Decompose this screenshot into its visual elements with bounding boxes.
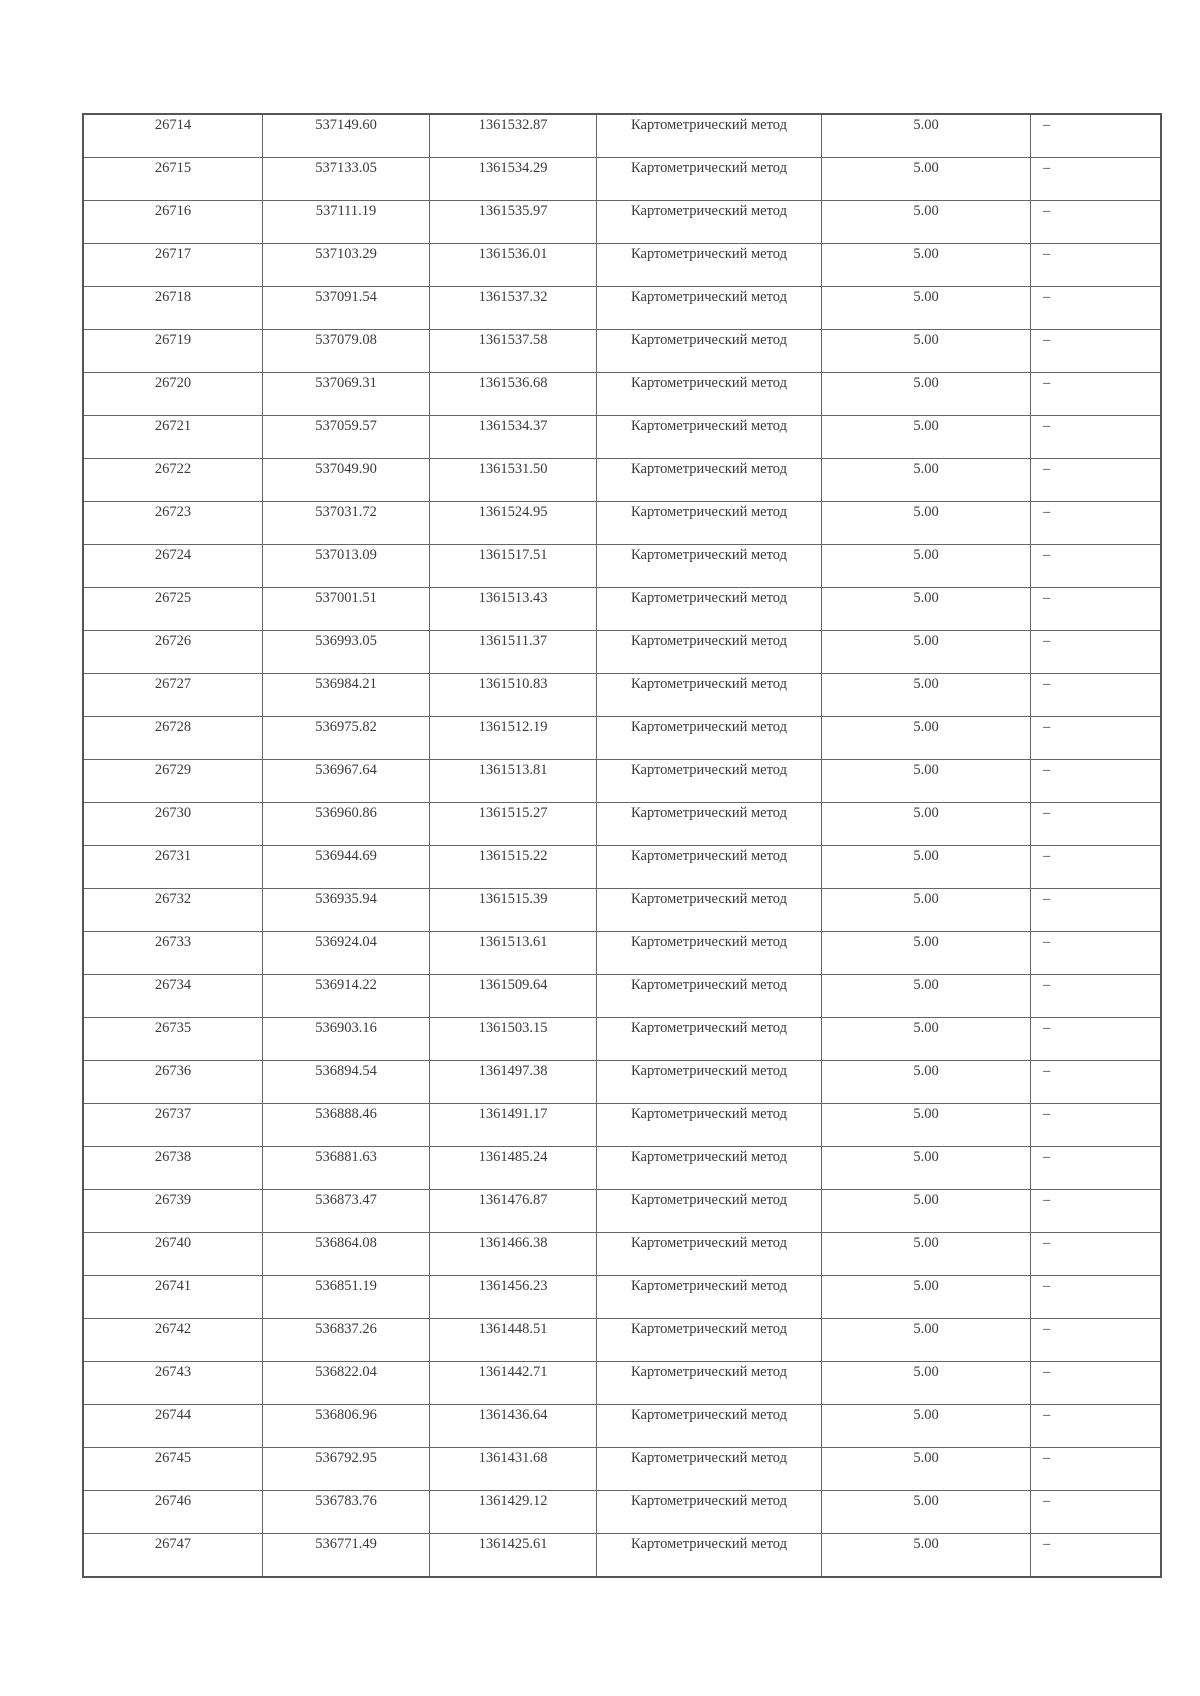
y-coordinate-cell: 1361442.71 (430, 1362, 597, 1405)
method-cell: Картометрический метод (597, 1534, 822, 1578)
precision-cell: 5.00 (822, 1405, 1031, 1448)
x-coordinate-cell: 536851.19 (263, 1276, 430, 1319)
y-coordinate-cell: 1361448.51 (430, 1319, 597, 1362)
point-number-cell: 26734 (83, 975, 263, 1018)
description-cell: – (1031, 1104, 1162, 1147)
method-cell: Картометрический метод (597, 760, 822, 803)
precision-cell: 5.00 (822, 1491, 1031, 1534)
point-number-cell: 26745 (83, 1448, 263, 1491)
point-number-cell: 26723 (83, 502, 263, 545)
y-coordinate-cell: 1361513.61 (430, 932, 597, 975)
table-row (83, 1362, 1161, 1405)
table-row (83, 287, 1161, 330)
description-cell: – (1031, 1018, 1162, 1061)
description-cell: – (1031, 158, 1162, 201)
y-coordinate-cell: 1361535.97 (430, 201, 597, 244)
x-coordinate-cell: 537013.09 (263, 545, 430, 588)
y-coordinate-cell: 1361509.64 (430, 975, 597, 1018)
description-cell: – (1031, 201, 1162, 244)
x-coordinate-cell: 536914.22 (263, 975, 430, 1018)
description-cell: – (1031, 1534, 1162, 1578)
y-coordinate-cell: 1361466.38 (430, 1233, 597, 1276)
x-coordinate-cell: 536806.96 (263, 1405, 430, 1448)
y-coordinate-cell: 1361485.24 (430, 1147, 597, 1190)
point-number-cell: 26743 (83, 1362, 263, 1405)
x-coordinate-cell: 536864.08 (263, 1233, 430, 1276)
precision-cell: 5.00 (822, 1190, 1031, 1233)
precision-cell: 5.00 (822, 1104, 1031, 1147)
method-cell: Картометрический метод (597, 975, 822, 1018)
precision-cell: 5.00 (822, 330, 1031, 373)
table-row (83, 1491, 1161, 1534)
x-coordinate-cell: 536944.69 (263, 846, 430, 889)
precision-cell: 5.00 (822, 846, 1031, 889)
x-coordinate-cell: 537059.57 (263, 416, 430, 459)
coordinates-table (82, 113, 1162, 1578)
method-cell: Картометрический метод (597, 846, 822, 889)
precision-cell: 5.00 (822, 1362, 1031, 1405)
y-coordinate-cell: 1361512.19 (430, 717, 597, 760)
x-coordinate-cell: 536924.04 (263, 932, 430, 975)
table-row (83, 1190, 1161, 1233)
precision-cell: 5.00 (822, 932, 1031, 975)
description-cell: – (1031, 287, 1162, 330)
precision-cell: 5.00 (822, 1061, 1031, 1104)
description-cell: – (1031, 244, 1162, 287)
description-cell: – (1031, 330, 1162, 373)
y-coordinate-cell: 1361534.29 (430, 158, 597, 201)
y-coordinate-cell: 1361532.87 (430, 114, 597, 158)
table-row (83, 114, 1161, 158)
y-coordinate-cell: 1361513.43 (430, 588, 597, 631)
method-cell: Картометрический метод (597, 158, 822, 201)
point-number-cell: 26716 (83, 201, 263, 244)
method-cell: Картометрический метод (597, 459, 822, 502)
method-cell: Картометрический метод (597, 631, 822, 674)
precision-cell: 5.00 (822, 1018, 1031, 1061)
description-cell: – (1031, 502, 1162, 545)
precision-cell: 5.00 (822, 502, 1031, 545)
x-coordinate-cell: 536975.82 (263, 717, 430, 760)
method-cell: Картометрический метод (597, 889, 822, 932)
method-cell: Картометрический метод (597, 1448, 822, 1491)
point-number-cell: 26731 (83, 846, 263, 889)
description-cell: – (1031, 459, 1162, 502)
description-cell: – (1031, 1405, 1162, 1448)
table-row (83, 631, 1161, 674)
description-cell: – (1031, 1276, 1162, 1319)
point-number-cell: 26718 (83, 287, 263, 330)
x-coordinate-cell: 537001.51 (263, 588, 430, 631)
table-row (83, 459, 1161, 502)
point-number-cell: 26714 (83, 114, 263, 158)
y-coordinate-cell: 1361531.50 (430, 459, 597, 502)
x-coordinate-cell: 536837.26 (263, 1319, 430, 1362)
point-number-cell: 26727 (83, 674, 263, 717)
table-row (83, 373, 1161, 416)
method-cell: Картометрический метод (597, 201, 822, 244)
table-row (83, 588, 1161, 631)
x-coordinate-cell: 536960.86 (263, 803, 430, 846)
table-row (83, 1405, 1161, 1448)
method-cell: Картометрический метод (597, 717, 822, 760)
table-row (83, 1018, 1161, 1061)
description-cell: – (1031, 1362, 1162, 1405)
y-coordinate-cell: 1361537.32 (430, 287, 597, 330)
point-number-cell: 26729 (83, 760, 263, 803)
precision-cell: 5.00 (822, 416, 1031, 459)
table-row (83, 674, 1161, 717)
method-cell: Картометрический метод (597, 502, 822, 545)
table-row (83, 932, 1161, 975)
point-number-cell: 26719 (83, 330, 263, 373)
x-coordinate-cell: 537069.31 (263, 373, 430, 416)
x-coordinate-cell: 537111.19 (263, 201, 430, 244)
x-coordinate-cell: 536888.46 (263, 1104, 430, 1147)
method-cell: Картометрический метод (597, 1319, 822, 1362)
point-number-cell: 26735 (83, 1018, 263, 1061)
method-cell: Картометрический метод (597, 330, 822, 373)
table-row (83, 889, 1161, 932)
precision-cell: 5.00 (822, 287, 1031, 330)
table-row (83, 760, 1161, 803)
table-row (83, 201, 1161, 244)
description-cell: – (1031, 760, 1162, 803)
x-coordinate-cell: 537103.29 (263, 244, 430, 287)
y-coordinate-cell: 1361537.58 (430, 330, 597, 373)
method-cell: Картометрический метод (597, 674, 822, 717)
table-row (83, 846, 1161, 889)
y-coordinate-cell: 1361429.12 (430, 1491, 597, 1534)
method-cell: Картометрический метод (597, 1405, 822, 1448)
description-cell: – (1031, 1448, 1162, 1491)
description-cell: – (1031, 545, 1162, 588)
description-cell: – (1031, 674, 1162, 717)
method-cell: Картометрический метод (597, 1276, 822, 1319)
point-number-cell: 26733 (83, 932, 263, 975)
y-coordinate-cell: 1361456.23 (430, 1276, 597, 1319)
point-number-cell: 26736 (83, 1061, 263, 1104)
x-coordinate-cell: 537031.72 (263, 502, 430, 545)
point-number-cell: 26742 (83, 1319, 263, 1362)
method-cell: Картометрический метод (597, 373, 822, 416)
point-number-cell: 26717 (83, 244, 263, 287)
table-row (83, 1147, 1161, 1190)
x-coordinate-cell: 537149.60 (263, 114, 430, 158)
precision-cell: 5.00 (822, 545, 1031, 588)
precision-cell: 5.00 (822, 459, 1031, 502)
description-cell: – (1031, 889, 1162, 932)
method-cell: Картометрический метод (597, 1104, 822, 1147)
precision-cell: 5.00 (822, 1319, 1031, 1362)
method-cell: Картометрический метод (597, 588, 822, 631)
description-cell: – (1031, 1233, 1162, 1276)
precision-cell: 5.00 (822, 1147, 1031, 1190)
method-cell: Картометрический метод (597, 1233, 822, 1276)
point-number-cell: 26728 (83, 717, 263, 760)
description-cell: – (1031, 717, 1162, 760)
table-row (83, 1061, 1161, 1104)
precision-cell: 5.00 (822, 803, 1031, 846)
precision-cell: 5.00 (822, 1233, 1031, 1276)
y-coordinate-cell: 1361503.15 (430, 1018, 597, 1061)
x-coordinate-cell: 537133.05 (263, 158, 430, 201)
point-number-cell: 26738 (83, 1147, 263, 1190)
y-coordinate-cell: 1361515.22 (430, 846, 597, 889)
y-coordinate-cell: 1361536.68 (430, 373, 597, 416)
table-row (83, 158, 1161, 201)
x-coordinate-cell: 536792.95 (263, 1448, 430, 1491)
y-coordinate-cell: 1361524.95 (430, 502, 597, 545)
description-cell: – (1031, 114, 1162, 158)
point-number-cell: 26725 (83, 588, 263, 631)
table-row (83, 1276, 1161, 1319)
description-cell: – (1031, 373, 1162, 416)
point-number-cell: 26720 (83, 373, 263, 416)
method-cell: Картометрический метод (597, 1018, 822, 1061)
point-number-cell: 26721 (83, 416, 263, 459)
y-coordinate-cell: 1361510.83 (430, 674, 597, 717)
point-number-cell: 26747 (83, 1534, 263, 1578)
x-coordinate-cell: 536967.64 (263, 760, 430, 803)
y-coordinate-cell: 1361515.27 (430, 803, 597, 846)
y-coordinate-cell: 1361536.01 (430, 244, 597, 287)
x-coordinate-cell: 537091.54 (263, 287, 430, 330)
precision-cell: 5.00 (822, 244, 1031, 287)
method-cell: Картометрический метод (597, 287, 822, 330)
coordinates-table-body (83, 114, 1161, 1577)
method-cell: Картометрический метод (597, 1190, 822, 1233)
description-cell: – (1031, 1147, 1162, 1190)
description-cell: – (1031, 1491, 1162, 1534)
point-number-cell: 26730 (83, 803, 263, 846)
point-number-cell: 26741 (83, 1276, 263, 1319)
point-number-cell: 26724 (83, 545, 263, 588)
x-coordinate-cell: 536822.04 (263, 1362, 430, 1405)
x-coordinate-cell: 536894.54 (263, 1061, 430, 1104)
table-row (83, 1233, 1161, 1276)
table-row (83, 1448, 1161, 1491)
method-cell: Картометрический метод (597, 416, 822, 459)
method-cell: Картометрический метод (597, 545, 822, 588)
table-row (83, 330, 1161, 373)
description-cell: – (1031, 416, 1162, 459)
x-coordinate-cell: 536903.16 (263, 1018, 430, 1061)
method-cell: Картометрический метод (597, 244, 822, 287)
description-cell: – (1031, 588, 1162, 631)
x-coordinate-cell: 536984.21 (263, 674, 430, 717)
table-row (83, 244, 1161, 287)
precision-cell: 5.00 (822, 760, 1031, 803)
table-row (83, 975, 1161, 1018)
point-number-cell: 26740 (83, 1233, 263, 1276)
y-coordinate-cell: 1361515.39 (430, 889, 597, 932)
description-cell: – (1031, 1061, 1162, 1104)
description-cell: – (1031, 1319, 1162, 1362)
description-cell: – (1031, 1190, 1162, 1233)
precision-cell: 5.00 (822, 201, 1031, 244)
method-cell: Картометрический метод (597, 1061, 822, 1104)
precision-cell: 5.00 (822, 975, 1031, 1018)
point-number-cell: 26732 (83, 889, 263, 932)
y-coordinate-cell: 1361511.37 (430, 631, 597, 674)
y-coordinate-cell: 1361491.17 (430, 1104, 597, 1147)
x-coordinate-cell: 537079.08 (263, 330, 430, 373)
description-cell: – (1031, 975, 1162, 1018)
precision-cell: 5.00 (822, 114, 1031, 158)
precision-cell: 5.00 (822, 588, 1031, 631)
precision-cell: 5.00 (822, 889, 1031, 932)
precision-cell: 5.00 (822, 1534, 1031, 1578)
point-number-cell: 26726 (83, 631, 263, 674)
y-coordinate-cell: 1361534.37 (430, 416, 597, 459)
point-number-cell: 26744 (83, 1405, 263, 1448)
table-row (83, 502, 1161, 545)
method-cell: Картометрический метод (597, 803, 822, 846)
precision-cell: 5.00 (822, 1448, 1031, 1491)
method-cell: Картометрический метод (597, 1491, 822, 1534)
table-row (83, 717, 1161, 760)
description-cell: – (1031, 631, 1162, 674)
description-cell: – (1031, 932, 1162, 975)
y-coordinate-cell: 1361476.87 (430, 1190, 597, 1233)
table-row (83, 1319, 1161, 1362)
precision-cell: 5.00 (822, 717, 1031, 760)
x-coordinate-cell: 536935.94 (263, 889, 430, 932)
y-coordinate-cell: 1361425.61 (430, 1534, 597, 1578)
point-number-cell: 26746 (83, 1491, 263, 1534)
precision-cell: 5.00 (822, 631, 1031, 674)
method-cell: Картометрический метод (597, 114, 822, 158)
method-cell: Картометрический метод (597, 1147, 822, 1190)
table-row (83, 545, 1161, 588)
point-number-cell: 26737 (83, 1104, 263, 1147)
table-row (83, 803, 1161, 846)
point-number-cell: 26722 (83, 459, 263, 502)
point-number-cell: 26739 (83, 1190, 263, 1233)
precision-cell: 5.00 (822, 1276, 1031, 1319)
method-cell: Картометрический метод (597, 1362, 822, 1405)
method-cell: Картометрический метод (597, 932, 822, 975)
table-row (83, 1104, 1161, 1147)
description-cell: – (1031, 846, 1162, 889)
x-coordinate-cell: 536771.49 (263, 1534, 430, 1578)
point-number-cell: 26715 (83, 158, 263, 201)
y-coordinate-cell: 1361517.51 (430, 545, 597, 588)
x-coordinate-cell: 536881.63 (263, 1147, 430, 1190)
y-coordinate-cell: 1361497.38 (430, 1061, 597, 1104)
precision-cell: 5.00 (822, 158, 1031, 201)
y-coordinate-cell: 1361431.68 (430, 1448, 597, 1491)
x-coordinate-cell: 537049.90 (263, 459, 430, 502)
table-row (83, 416, 1161, 459)
y-coordinate-cell: 1361513.81 (430, 760, 597, 803)
x-coordinate-cell: 536873.47 (263, 1190, 430, 1233)
description-cell: – (1031, 803, 1162, 846)
y-coordinate-cell: 1361436.64 (430, 1405, 597, 1448)
precision-cell: 5.00 (822, 674, 1031, 717)
precision-cell: 5.00 (822, 373, 1031, 416)
x-coordinate-cell: 536783.76 (263, 1491, 430, 1534)
table-row (83, 1534, 1161, 1578)
x-coordinate-cell: 536993.05 (263, 631, 430, 674)
